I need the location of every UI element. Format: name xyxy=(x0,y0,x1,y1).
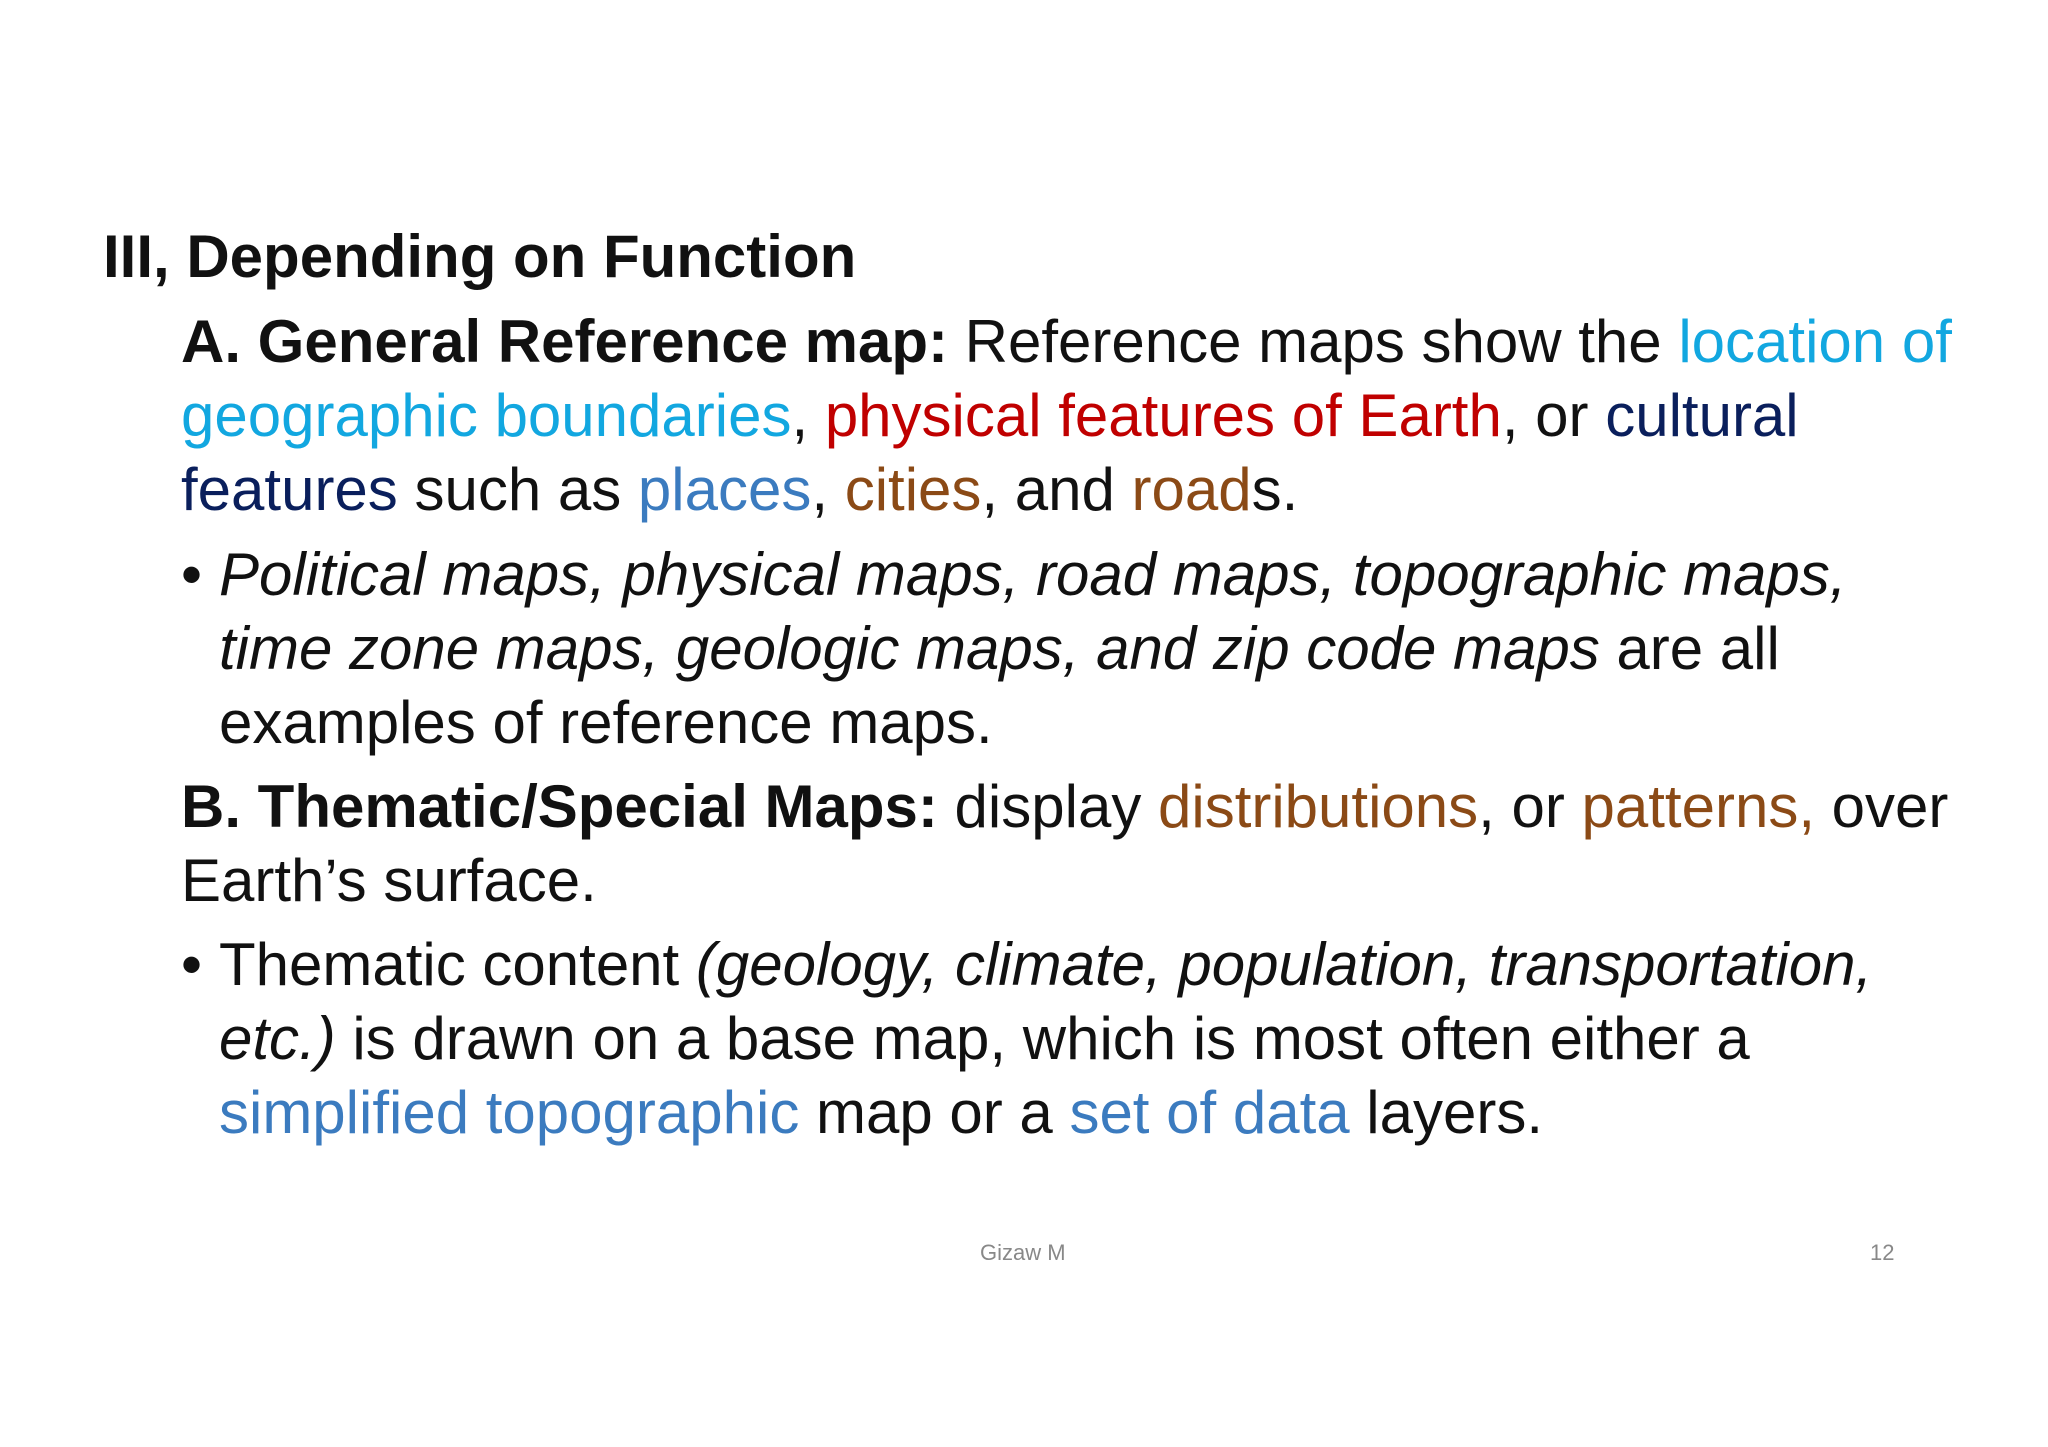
section-a-label: A. General Reference map: xyxy=(181,308,948,375)
section-a-text: , or xyxy=(1501,382,1606,449)
section-a-text: , xyxy=(811,456,845,523)
bullet-icon: • xyxy=(181,931,203,998)
highlight-set-of-data: set of data xyxy=(1069,1079,1350,1146)
bullet-2-text: map or a xyxy=(799,1079,1070,1146)
highlight-simplified-topographic: simplified topographic xyxy=(219,1079,800,1146)
highlight-cities: cities xyxy=(844,456,982,523)
bullet-2-text: Thematic content xyxy=(219,931,696,998)
bullet-thematic-content xyxy=(181,928,1941,1150)
highlight-location: location of geographic boundaries xyxy=(181,308,1952,449)
highlight-distributions: distributions xyxy=(1158,773,1479,840)
highlight-roads: road xyxy=(1131,456,1252,523)
bullet-1-text: are all examples of reference maps. xyxy=(219,615,1780,756)
slide-heading: III, Depending on Function xyxy=(103,223,857,290)
highlight-patterns: patterns, xyxy=(1581,773,1815,840)
bullet-reference-examples xyxy=(181,538,1941,760)
bullet-2-italic: (geology, climate, population, transportation, etc.) xyxy=(219,931,1873,1072)
section-a-text: , xyxy=(791,382,825,449)
highlight-cultural-features: cultural features xyxy=(181,382,1799,523)
section-b-paragraph xyxy=(181,770,1971,918)
bullet-icon: • xyxy=(181,541,203,608)
section-a-text: s. xyxy=(1251,456,1299,523)
section-a-text: Reference maps show the xyxy=(947,308,1679,375)
section-b-text: , or xyxy=(1478,773,1582,840)
section-b-text: display xyxy=(937,773,1158,840)
footer-author: Gizaw M xyxy=(980,1240,1066,1265)
bullet-1-italic: Political maps, physical maps, road maps, topographic maps, time zone maps, geologic maps, and zip code maps xyxy=(219,541,1847,682)
section-a-text: , and xyxy=(981,456,1132,523)
highlight-places: places xyxy=(637,456,812,523)
section-a-text: such as xyxy=(397,456,638,523)
section-b-text: over Earth’s surface. xyxy=(181,773,1949,914)
bullet-2-text: layers. xyxy=(1349,1079,1544,1146)
bullet-2-text: is drawn on a base map, which is most often either a xyxy=(335,1005,1750,1072)
section-b-label: B. Thematic/Special Maps: xyxy=(181,773,938,840)
section-a-paragraph xyxy=(181,305,1971,527)
highlight-physical-features: physical features of Earth xyxy=(824,382,1502,449)
page-number: 12 xyxy=(1870,1240,1895,1265)
